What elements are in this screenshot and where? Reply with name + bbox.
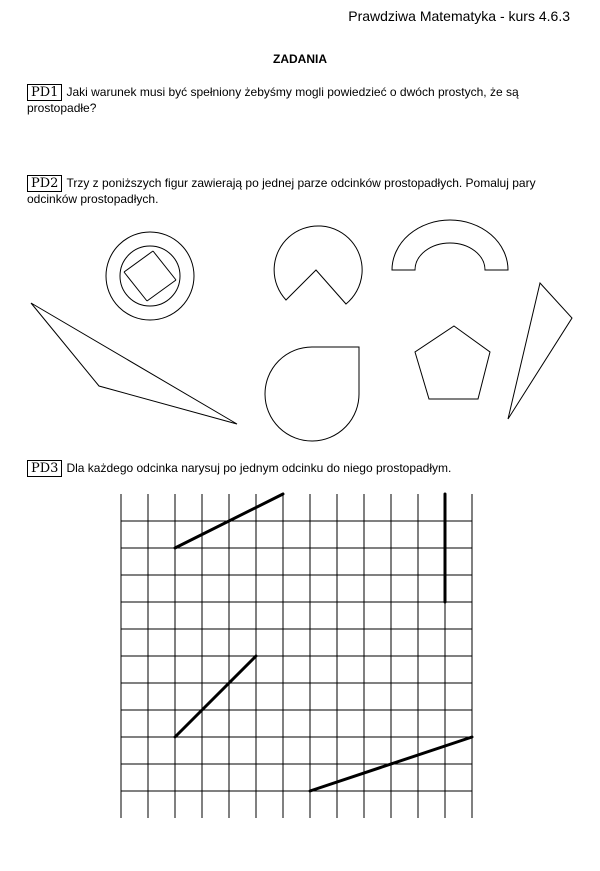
course-header: Prawdziwa Matematyka - kurs 4.6.3	[348, 8, 570, 24]
task-text-pd3: Dla każdego odcinka narysuj po jednym odcinku do niego prostopadłym.	[66, 461, 452, 475]
task-text-pd2: Trzy z poniższych figur zawierają po jednej parze odcinków prostopadłych. Pomaluj pary odcinków prostopadłych.	[27, 176, 536, 206]
grid-segment-3	[175, 656, 256, 737]
task-label-pd3: PD3	[27, 460, 62, 477]
task-text-pd1: Jaki warunek musi być spełniony żebyśmy mogli powiedzieć o dwóch prostych, że są prostopadłe?	[27, 85, 519, 115]
task-label-pd1: PD1	[27, 84, 62, 101]
task-label-pd2: PD2	[27, 175, 62, 192]
section-title: ZADANIA	[273, 52, 327, 66]
